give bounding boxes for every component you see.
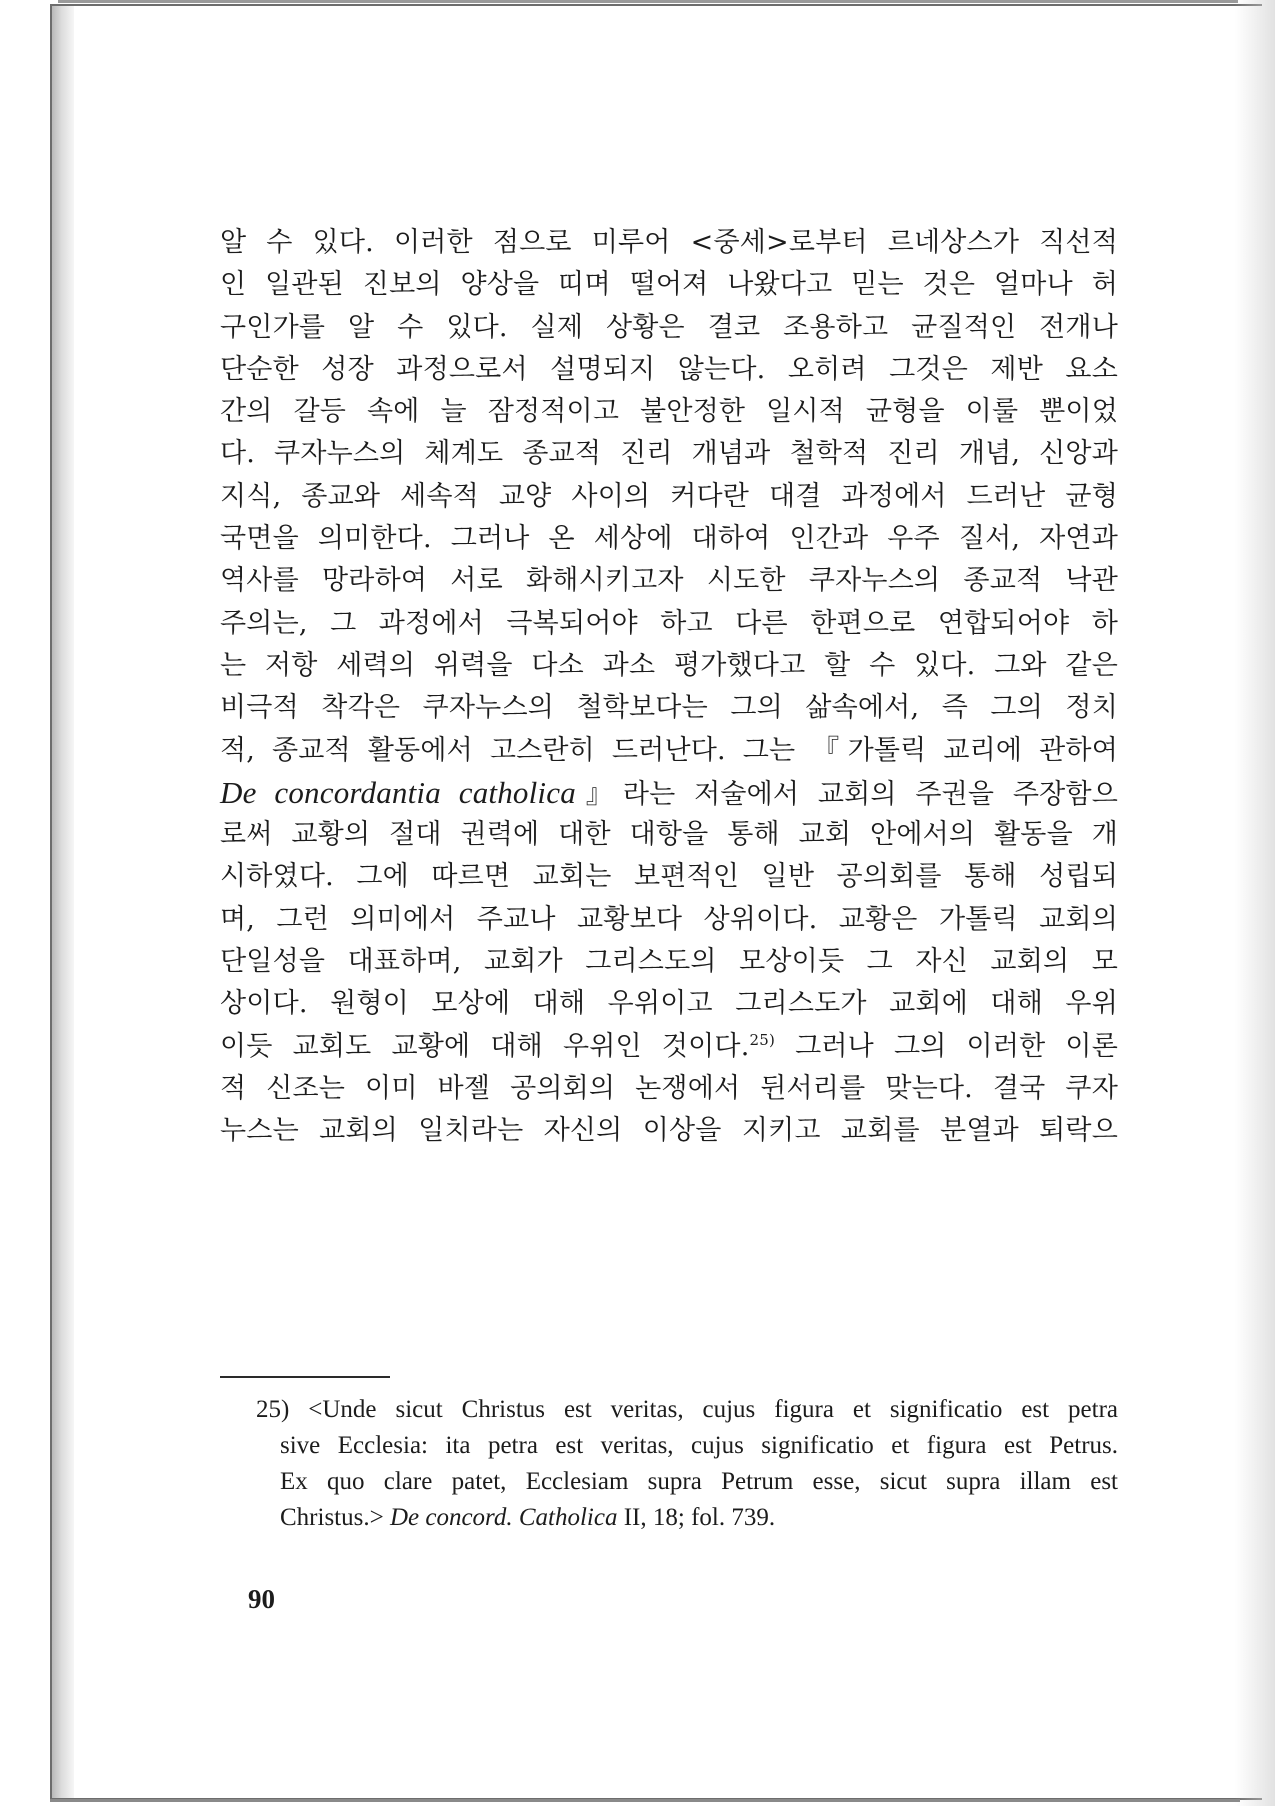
- footnote-segment: Christus.>: [280, 1504, 390, 1531]
- text-line: 로써 교황의 절대 권력에 대한 대항을 통해 교회 안에서의 활동을 개: [220, 819, 1118, 851]
- text-line: 누스는 교회의 일치라는 자신의 이상을 지키고 교회를 분열과 퇴락으: [220, 1115, 1118, 1147]
- text-line: 구인가를 알 수 있다. 실제 상황은 결코 조용하고 균질적인 전개나: [220, 311, 1118, 343]
- page-number: 90: [248, 1584, 275, 1614]
- text-line: 적, 종교적 활동에서 고스란히 드러난다. 그는 『가톨릭 교리에 관하여: [220, 734, 1118, 766]
- footnote-reference-marker[interactable]: 25): [749, 1030, 776, 1049]
- page-bottom-edge: [50, 1799, 1240, 1802]
- text-line: 지식, 종교와 세속적 교양 사이의 커다란 대결 과정에서 드러난 균형: [220, 480, 1118, 512]
- footnote-line: sive Ecclesia: ita petra est veritas, cujus significatio et figura est Petrus.: [280, 1432, 1118, 1459]
- page-right-shadow: [1235, 0, 1275, 1806]
- footnote-line: 25) <Unde sicut Christus est veritas, cujus figura et significatio est petra: [256, 1396, 1118, 1423]
- text-line: 비극적 착각은 쿠자누스의 철학보다는 그의 삶속에서, 즉 그의 정치: [220, 692, 1118, 724]
- footnote-citation-title: De concord. Catholica: [389, 1504, 618, 1531]
- page-top-edge: [58, 0, 1238, 3]
- latin-book-title: De concordantia catholica: [220, 774, 576, 810]
- text-line: 알 수 있다. 이러한 점으로 미루어 <중세>로부터 르네상스가 직선적: [220, 227, 1118, 258]
- text-line: 적 신조는 이미 바젤 공의회의 논쟁에서 뒨서리를 맞는다. 결국 쿠자: [220, 1072, 1118, 1104]
- footnote-line: [280, 1500, 1118, 1536]
- text-line: 다. 쿠자누스의 체계도 종교적 진리 개념과 철학적 진리 개념, 신앙과: [220, 438, 1118, 470]
- text-line: 역사를 망라하여 서로 화해시키고자 시도한 쿠자누스의 종교적 낙관: [220, 565, 1118, 597]
- text-line: 시하였다. 그에 따르면 교회는 보편적인 일반 공의회를 통해 성립되: [220, 861, 1118, 893]
- footnote-25: [256, 1392, 1118, 1536]
- text-line: 인 일관된 진보의 양상을 띠며 떨어져 나왔다고 믿는 것은 얼마나 허: [220, 269, 1118, 301]
- text-line: 는 저항 세력의 위력을 다소 과소 평가했다고 할 수 있다. 그와 같은: [220, 649, 1118, 681]
- main-body-text: [220, 222, 1118, 1153]
- text-line: 단일성을 대표하며, 교회가 그리스도의 모상이듯 그 자신 교회의 모: [220, 946, 1118, 978]
- book-spine-shadow: [52, 6, 74, 1798]
- text-line: 국면을 의미한다. 그러나 온 세상에 대하여 인간과 우주 질서, 자연과: [220, 523, 1118, 555]
- footnote-segment: II, 18; fol. 739.: [617, 1504, 776, 1531]
- text-line-with-latin-title: [220, 772, 1118, 814]
- text-line-with-footnote-ref: [220, 1026, 1118, 1068]
- text-line: 며, 그런 의미에서 주교나 교황보다 상위이다. 교황은 가톨릭 교회의: [220, 903, 1118, 935]
- text-segment: 이듯 교회도 교황에 대해 우위인 것이다.: [220, 1030, 750, 1062]
- text-line: 상이다. 원형이 모상에 대해 우위이고 그리스도가 교회에 대해 우위: [220, 988, 1118, 1020]
- text-line: 간의 갈등 속에 늘 잠정적이고 불안정한 일시적 균형을 이룰 뿐이었: [220, 396, 1118, 428]
- text-line: 단순한 성장 과정으로서 설명되지 않는다. 오히려 그것은 제반 요소: [220, 353, 1118, 385]
- text-line-rest: 』라는 저술에서 교회의 주권을 주장함으: [575, 778, 1119, 810]
- text-line: 주의는, 그 과정에서 극복되어야 하고 다른 한편으로 연합되어야 하: [220, 607, 1118, 639]
- footnote-line: Ex quo clare patet, Ecclesiam supra Petrum esse, sicut supra illam est: [280, 1468, 1118, 1495]
- footnote-divider: [220, 1376, 390, 1378]
- text-segment: 그러나 그의 이러한 이론: [775, 1030, 1118, 1062]
